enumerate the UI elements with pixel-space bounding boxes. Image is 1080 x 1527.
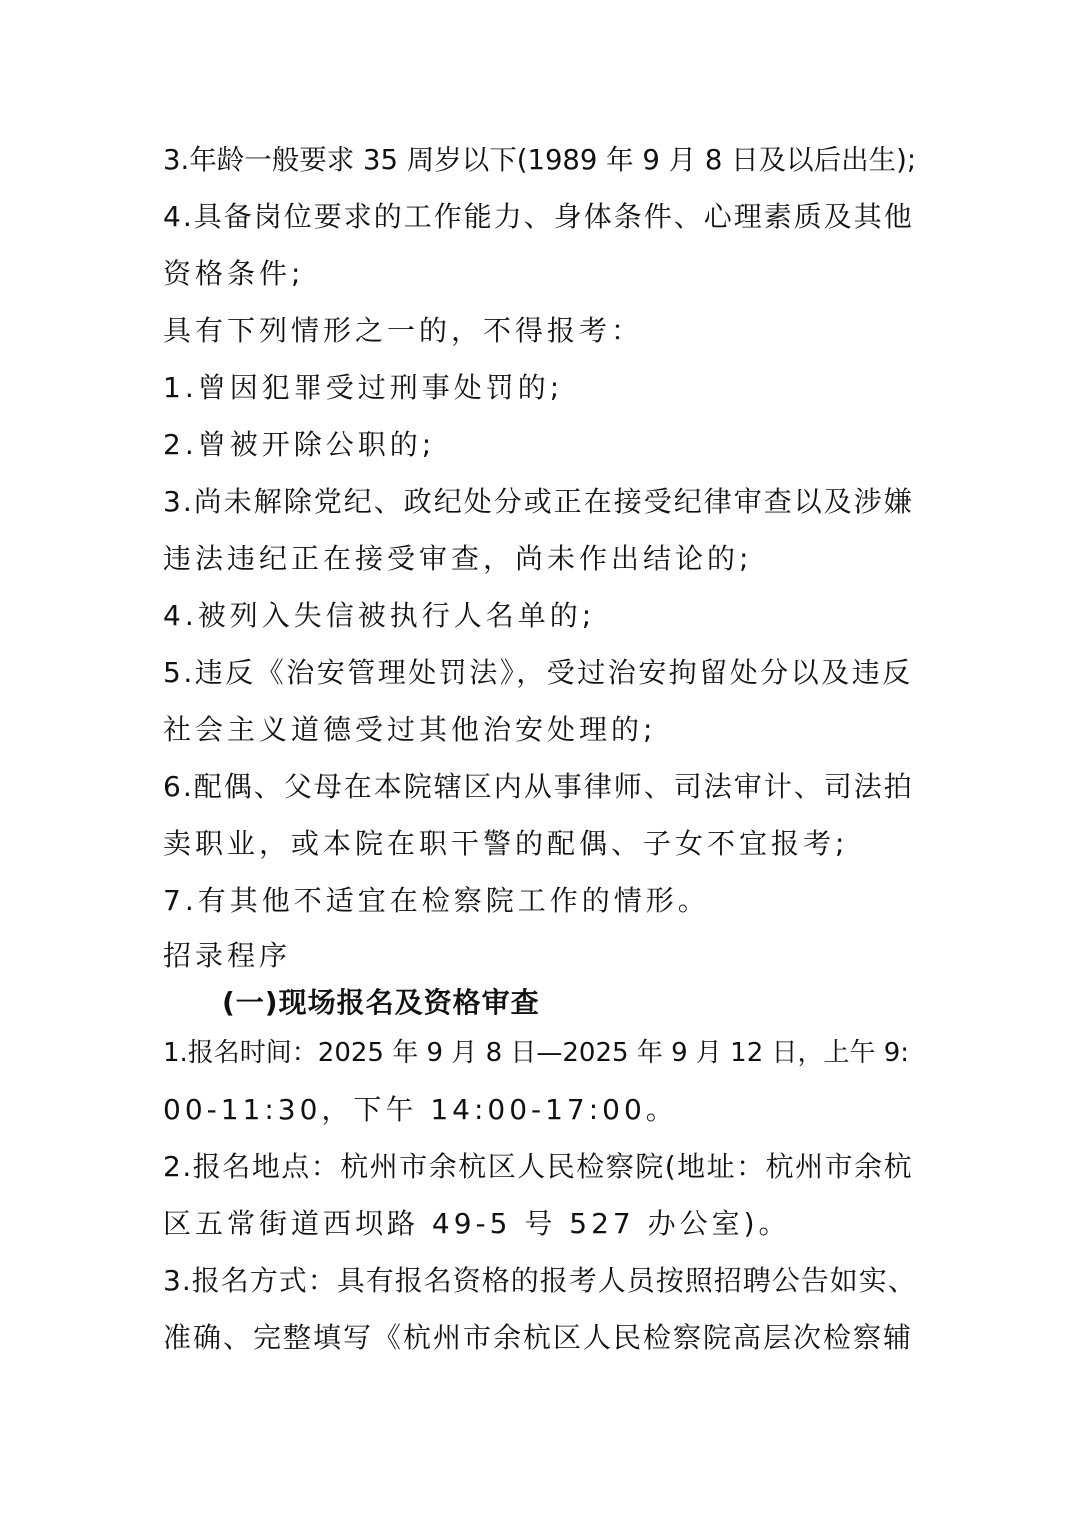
registration-time-line-cont: 00-11:30，下午 14:00-17:00。	[163, 1093, 678, 1126]
exclusion-item-6-cont: 卖职业，或本院在职干警的配偶、子女不宜报考;	[163, 827, 849, 860]
ability-requirement-line-cont: 资格条件;	[163, 257, 305, 290]
registration-place-line: 2.报名地点：杭州市余杭区人民检察院(地址：杭州市余杭	[163, 1150, 914, 1183]
exclusion-intro-line: 具有下列情形之一的，不得报考：	[163, 314, 644, 347]
exclusion-item-1: 1.曾因犯罪受过刑事处罚的;	[163, 371, 564, 404]
exclusion-item-2: 2.曾被开除公职的;	[163, 428, 436, 461]
subsection-heading-registration: (一)现场报名及资格审查	[222, 986, 540, 1019]
age-requirement-line: 3.年龄一般要求 35 周岁以下(1989 年 9 月 8 日及以后出生);	[163, 144, 917, 176]
registration-method-line: 3.报名方式：具有报名资格的报考人员按照招聘公告如实、	[163, 1264, 917, 1297]
exclusion-item-5: 5.违反《治安管理处罚法》，受过治安拘留处分以及违反	[163, 656, 913, 689]
exclusion-item-7: 7.有其他不适宜在检察院工作的情形。	[163, 884, 710, 917]
registration-method-line-cont: 准确、完整填写《杭州市余杭区人民检察院高层次检察辅	[163, 1321, 914, 1354]
exclusion-item-6: 6.配偶、父母在本院辖区内从事律师、司法审计、司法拍	[163, 770, 914, 803]
exclusion-item-4: 4.被列入失信被执行人名单的;	[163, 599, 596, 632]
registration-place-line-cont: 区五常街道西坝路 49-5 号 527 办公室)。	[163, 1207, 791, 1240]
registration-time-line: 1.报名时间：2025 年 9 月 8 日—2025 年 9 月 12 日，上午 9:	[163, 1038, 910, 1068]
ability-requirement-line: 4.具备岗位要求的工作能力、身体条件、心理素质及其他	[163, 200, 914, 233]
section-title-procedure: 招录程序	[163, 939, 292, 972]
exclusion-item-5-cont: 社会主义道德受过其他治安处理的;	[163, 713, 657, 746]
exclusion-item-3: 3.尚未解除党纪、政纪处分或正在接受纪律审查以及涉嫌	[163, 485, 914, 518]
exclusion-item-3-cont: 违法违纪正在接受审查，尚未作出结论的;	[163, 542, 753, 575]
